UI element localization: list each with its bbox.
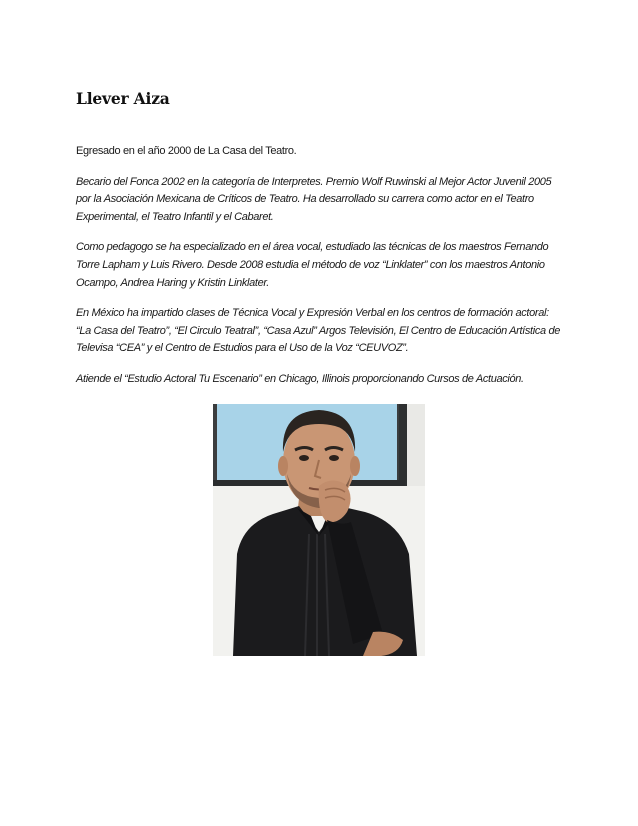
page-title: Llever Aiza <box>76 89 170 108</box>
paragraph-awards: Becario del Fonca 2002 en la categoría de Interpretes. Premio Wolf Ruwinski al Mejor Actor Juvenil 2005 por la Asociación Mexicana de Críticos de Teatro. Ha desarrollado su carrera como actor en el Teatro Experimental, el Teatro Infantil y el Cabaret. <box>76 175 552 223</box>
paragraph-teaching: En México ha impartido clases de Técnica Vocal y Expresión Verbal en los centros de formación actoral: “La Casa del Teatro”, “El Circulo Teatral”, “Casa Azul” Argos Televisión, El Centro de Educación Artística de Televisa “CEA” y el Centro de Estudios para el Uso de la Voz “CEUVOZ”. <box>76 307 560 355</box>
paragraph-pedagogy: Como pedagogo se ha especializado en el área vocal, estudiado las técnicas de los maestros Fernando Torre Lapham y Luis Rivero. Desde 2008 estudia el método de voz “Linklater” con los maestros Antonio Ocampo, Andrea Haring y Kristin Linklater. <box>76 241 549 289</box>
document-body <box>76 143 566 402</box>
paragraph-graduation: Egresado en el año 2000 de La Casa del Teatro. <box>76 145 297 157</box>
paragraph-studio: Atiende el “Estudio Actoral Tu Escenario” en Chicago, Illinois proporcionando Cursos de Actuación. <box>76 372 524 385</box>
portrait-photo <box>213 404 425 656</box>
